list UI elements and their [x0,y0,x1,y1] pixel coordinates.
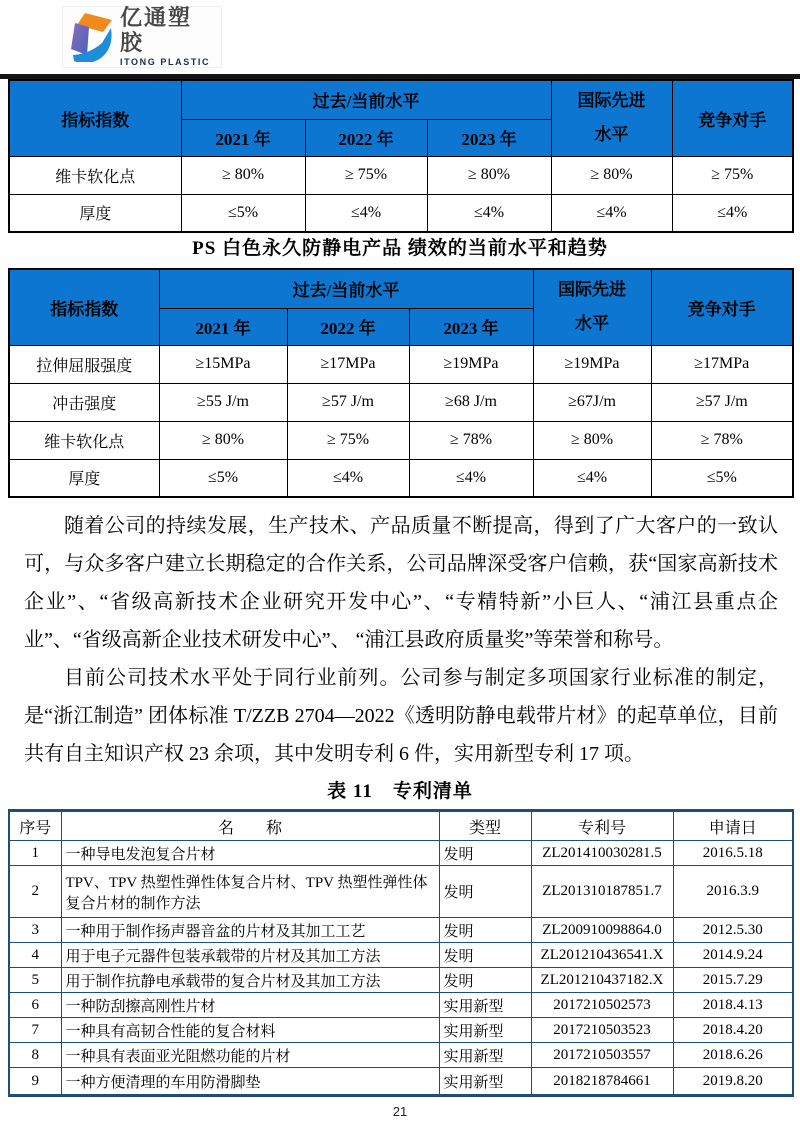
page-number: 21 [392,1104,408,1119]
table-row [9,968,793,993]
cell-value: ≥19MPa [533,345,651,383]
cell-name: 用于制作抗静电承载带的复合片材及其加工方法 [61,968,439,993]
cell-date: 2016.3.9 [673,866,793,918]
cell-value: ≥57 J/m [651,383,793,421]
cell-name: 一种用于制作扬声器音盆的片材及其加工工艺 [61,918,439,943]
column-header-name: 名 称 [61,811,439,841]
cell-no: 3 [9,918,61,943]
table-11-caption: 表 11 专利清单 [327,781,473,802]
performance-table-2 [8,268,794,498]
cell-value: ≤5% [181,194,305,232]
cell-patent-no: 2017210502573 [531,993,673,1018]
column-header-type: 类型 [439,811,531,841]
cell-value: ≥17MPa [651,345,793,383]
cell-type: 发明 [439,866,531,918]
cell-value: ≥ 80% [159,421,287,459]
cell-patent-no: 2018218784661 [531,1068,673,1096]
column-header-date: 申请日 [673,811,793,841]
table-row [9,943,793,968]
table-row [9,383,793,421]
itong-logo-icon [71,12,113,62]
cell-no: 9 [9,1068,61,1096]
column-header-year-2023: 2023 年 [427,119,551,156]
brand-name-cn: 亿通塑胶 [120,5,193,55]
cell-value: ≥ 80% [181,156,305,194]
cell-name: TPV、TPV 热塑性弹性体复合片材、TPV 热塑性弹性体复合片材的制作方法 [61,866,439,918]
body-text [24,507,778,773]
column-header-intl [533,269,651,345]
cell-date: 2015.7.29 [673,968,793,993]
cell-value: ≥17MPa [287,345,409,383]
performance-table-1 [8,79,794,233]
row-label: 维卡软化点 [9,421,159,459]
table-row [9,1068,793,1096]
cell-value: ≥15MPa [159,345,287,383]
intl-label-line2: 水平 [575,314,610,334]
cell-value: ≥67J/m [533,383,651,421]
cell-type: 发明 [439,943,531,968]
cell-patent-no: ZL200910098864.0 [531,918,673,943]
table-row [9,841,793,866]
cell-patent-no: 2017210503523 [531,1018,673,1043]
logo-text [120,6,213,67]
table-row [9,918,793,943]
cell-value: ≤4% [427,194,551,232]
cell-value: ≤4% [551,194,672,232]
cell-date: 2019.8.20 [673,1068,793,1096]
cell-patent-no: ZL201210437182.X [531,968,673,993]
table-row [9,156,793,194]
cell-type: 实用新型 [439,1043,531,1068]
cell-no: 7 [9,1018,61,1043]
cell-type: 实用新型 [439,1018,531,1043]
cell-value: ≥ 78% [651,421,793,459]
cell-value: ≥ 78% [409,421,533,459]
table-header-row [9,811,793,841]
intl-label-line2: 水平 [594,125,629,145]
row-label: 冲击强度 [9,383,159,421]
cell-value: ≤4% [409,459,533,497]
row-label: 拉伸屈服强度 [9,345,159,383]
column-header-index: 指标指数 [9,269,159,345]
table-row [9,345,793,383]
cell-date: 2012.5.30 [673,918,793,943]
cell-value: ≤4% [672,194,793,232]
cell-no: 8 [9,1043,61,1068]
column-header-competitor: 竞争对手 [672,80,793,156]
cell-value: ≥55 J/m [159,383,287,421]
table-caption-ps: PS 白色永久防静电产品 绩效的当前水平和趋势 [192,238,608,259]
column-header-year-2021: 2021 年 [181,119,305,156]
cell-type: 发明 [439,968,531,993]
cell-value: ≥ 80% [427,156,551,194]
company-logo [62,6,222,68]
cell-name: 一种防刮擦高刚性片材 [61,993,439,1018]
row-label: 厚度 [9,194,181,232]
cell-no: 6 [9,993,61,1018]
table-row [9,1043,793,1068]
cell-value: ≥ 75% [672,156,793,194]
column-header-group: 过去/当前水平 [181,80,551,119]
cell-name: 用于电子元器件包装承载带的片材及其加工方法 [61,943,439,968]
cell-no: 4 [9,943,61,968]
column-header-year-2023: 2023 年 [409,308,533,345]
cell-name: 一种具有表面亚光阻燃功能的片材 [61,1043,439,1068]
row-label: 厚度 [9,459,159,497]
table-row [9,866,793,918]
row-label: 维卡软化点 [9,156,181,194]
cell-value: ≤5% [159,459,287,497]
cell-no: 1 [9,841,61,866]
patent-table [8,809,794,1097]
table-row [9,459,793,497]
cell-patent-no: ZL201410030281.5 [531,841,673,866]
column-header-patent-no: 专利号 [531,811,673,841]
cell-patent-no: 2017210503557 [531,1043,673,1068]
body-paragraph: 目前公司技术水平处于同行业前列。公司参与制定多项国家行业标准的制定，是“浙江制造” 团体标准 T/ZZB 2704—2022《透明防静电载带片材》的起草单位，目前共有自主知识产权 23 余项，其中发明专利 6 件，实用新型专利 17 项。 [24,667,778,765]
intl-label-line1: 国际先进 [558,280,627,300]
column-header-year-2022: 2022 年 [287,308,409,345]
cell-value: ≤4% [305,194,427,232]
cell-type: 实用新型 [439,993,531,1018]
cell-name: 一种导电发泡复合片材 [61,841,439,866]
column-header-group: 过去/当前水平 [159,269,533,308]
table-row [9,993,793,1018]
cell-name: 一种具有高韧合性能的复合材料 [61,1018,439,1043]
column-header-intl [551,80,672,156]
cell-type: 实用新型 [439,1068,531,1096]
cell-value: ≥19MPa [409,345,533,383]
cell-no: 2 [9,866,61,918]
cell-value: ≤5% [651,459,793,497]
cell-value: ≥ 75% [305,156,427,194]
cell-value: ≤4% [287,459,409,497]
cell-date: 2014.9.24 [673,943,793,968]
cell-date: 2018.4.13 [673,993,793,1018]
cell-value: ≥ 80% [533,421,651,459]
brand-name-en: ITONG PLASTIC [120,56,211,67]
column-header-competitor: 竞争对手 [651,269,793,345]
body-paragraph: 随着公司的持续发展，生产技术、产品质量不断提高，得到了广大客户的一致认可，与众多客户建立长期稳定的合作关系，公司品牌深受客户信赖，获“国家高新技术企业”、“省级高新技术企业研究开发中心”、“专精特新”小巨人、“浦江县重点企业”、“省级高新企业技术研发中心”、 “浦江县政府质量奖”等荣誉和称号。 [24,515,778,651]
cell-patent-no: ZL201210436541.X [531,943,673,968]
intl-label-line1: 国际先进 [577,91,646,111]
column-header-year-2022: 2022 年 [305,119,427,156]
cell-value: ≤4% [533,459,651,497]
cell-date: 2018.6.26 [673,1043,793,1068]
cell-patent-no: ZL201310187851.7 [531,866,673,918]
cell-value: ≥68 J/m [409,383,533,421]
cell-value: ≥57 J/m [287,383,409,421]
column-header-no: 序号 [9,811,61,841]
cell-value: ≥ 75% [287,421,409,459]
table-row [9,194,793,232]
cell-type: 发明 [439,841,531,866]
column-header-year-2021: 2021 年 [159,308,287,345]
cell-type: 发明 [439,918,531,943]
column-header-index: 指标指数 [9,80,181,156]
table-row [9,421,793,459]
cell-name: 一种方便清理的车用防滑脚垫 [61,1068,439,1096]
cell-value: ≥ 80% [551,156,672,194]
table-row [9,1018,793,1043]
cell-date: 2016.5.18 [673,841,793,866]
cell-date: 2018.4.20 [673,1018,793,1043]
cell-no: 5 [9,968,61,993]
